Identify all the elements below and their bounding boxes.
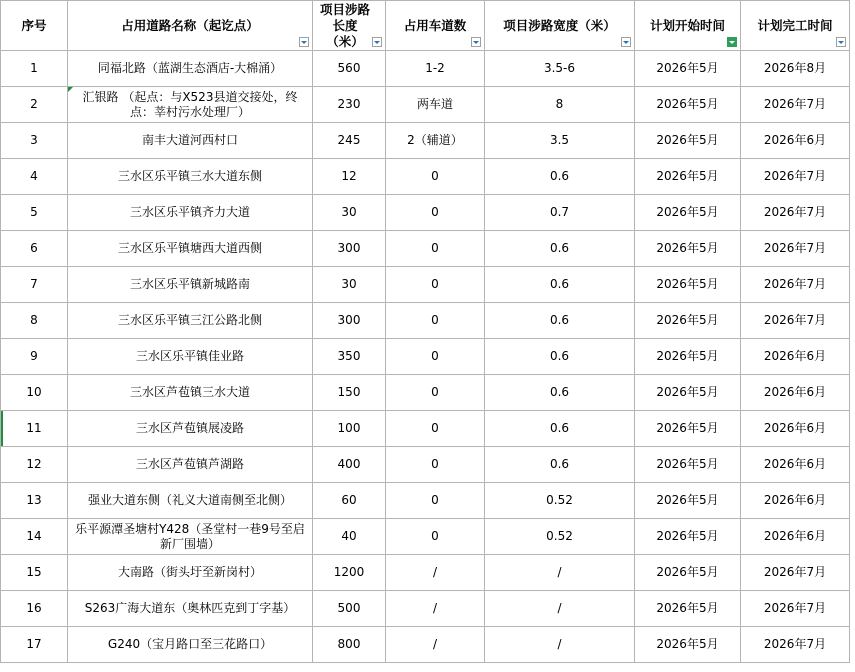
cell-text: 2（辅道） [407,133,463,147]
cell-text: 0 [431,241,439,255]
col-end-date-cell[interactable] [741,123,850,159]
cell-text: 230 [337,97,361,111]
cell-text: 5 [30,205,38,219]
cell-text: 0 [431,277,439,291]
col-index-cell[interactable] [1,303,68,339]
cell-text: 2026年6月 [763,421,827,435]
col-index-cell[interactable] [1,627,68,663]
col-end-date-cell[interactable] [741,231,850,267]
cell-text: 300 [337,241,361,255]
col-start-date-cell[interactable] [635,447,741,483]
cell-text: 2026年7月 [763,97,827,111]
cell-text: 2026年8月 [763,61,827,75]
col-road-name-cell[interactable] [68,159,313,195]
col-lanes-cell[interactable] [386,519,485,555]
cell-text: G240（宝月路口至三花路口） [107,637,273,651]
cell-text: 三水区乐平镇塘西大道西侧 [117,241,262,255]
col-lanes-cell[interactable] [386,231,485,267]
col-road-name-cell[interactable] [68,519,313,555]
col-length-cell[interactable] [313,483,386,519]
cell-text: 2026年7月 [763,169,827,183]
filter-dropdown-icon[interactable] [621,37,631,47]
cell-text: 2026年6月 [763,349,827,363]
col-length-cell[interactable] [313,231,386,267]
col-index-cell[interactable] [1,87,68,123]
table-row [1,411,850,447]
cell-text: 150 [337,385,361,399]
cell-text: 3.5 [549,133,570,147]
col-lanes-cell[interactable] [386,375,485,411]
cell-text: 2026年7月 [763,313,827,327]
col-end-date-cell[interactable] [741,159,850,195]
col-end-date-cell[interactable] [741,87,850,123]
col-road-name-cell[interactable] [68,375,313,411]
col-width-cell[interactable] [485,447,635,483]
cell-text: 0 [431,169,439,183]
cell-text: 40 [341,529,357,543]
col-end-date-cell[interactable] [741,591,850,627]
col-length-cell[interactable] [313,159,386,195]
col-width-cell[interactable] [485,303,635,339]
header-label: 计划完工时间 [757,17,833,33]
col-road-name-cell[interactable] [68,555,313,591]
cell-text: 0.52 [546,493,573,507]
cell-text: 2026年5月 [656,529,719,543]
cell-text: 2026年7月 [763,637,827,651]
col-road-name-cell[interactable] [68,339,313,375]
cell-text: 1200 [333,565,365,579]
filter-dropdown-icon[interactable] [372,37,382,47]
cell-text: 三水区乐平镇新城路南 [129,277,250,291]
col-start-date-cell[interactable] [635,303,741,339]
header-col-lanes[interactable] [386,1,485,51]
cell-text: 三水区芦苞镇芦湖路 [135,457,244,471]
header-row [1,1,850,51]
row-marker-icon [1,411,3,446]
col-width-cell[interactable] [485,519,635,555]
cell-text: 2026年5月 [656,493,719,507]
cell-text: 三水区芦苞镇三水大道 [129,385,250,399]
cell-text: 2026年7月 [763,601,827,615]
header-label: 序号 [21,17,47,33]
cell-text: 560 [337,61,361,75]
cell-text: / [557,601,562,615]
cell-text: 7 [30,277,38,291]
col-end-date-cell[interactable] [741,375,850,411]
cell-text: 16 [26,601,42,615]
cell-text: 2026年6月 [763,385,827,399]
col-road-name-cell[interactable] [68,87,313,123]
cell-text: 2026年6月 [763,133,827,147]
cell-text: 8 [30,313,38,327]
cell-text: 2026年5月 [656,61,719,75]
table-row [1,591,850,627]
col-start-date-cell[interactable] [635,411,741,447]
col-lanes-cell[interactable] [386,627,485,663]
cell-text: 60 [341,493,357,507]
col-lanes-cell[interactable] [386,483,485,519]
cell-text: 2026年5月 [656,313,719,327]
col-length-cell[interactable] [313,195,386,231]
cell-text: 2026年7月 [763,205,827,219]
cell-text: 0 [431,205,439,219]
col-lanes-cell[interactable] [386,267,485,303]
col-end-date-cell[interactable] [741,339,850,375]
cell-text: 400 [337,457,361,471]
col-road-name-cell[interactable] [68,447,313,483]
table-row [1,555,850,591]
cell-text: 4 [30,169,38,183]
cell-text: 0.6 [549,385,570,399]
col-road-name-cell[interactable] [68,483,313,519]
col-road-name-cell[interactable] [68,231,313,267]
col-start-date-cell[interactable] [635,231,741,267]
cell-text: 2026年5月 [656,133,719,147]
header-col-end-date[interactable] [741,1,850,51]
cell-text: 11 [26,421,42,435]
cell-text: 0 [431,529,439,543]
table-row [1,483,850,519]
cell-text: 14 [26,529,42,543]
cell-text: 9 [30,349,38,363]
table-row [1,87,850,123]
col-start-date-cell[interactable] [635,195,741,231]
table-row [1,51,850,87]
col-lanes-cell[interactable] [386,591,485,627]
col-end-date-cell[interactable] [741,303,850,339]
table-row [1,123,850,159]
cell-text: / [557,565,562,579]
cell-text: 2026年7月 [763,241,827,255]
col-width-cell[interactable] [485,339,635,375]
col-width-cell[interactable] [485,231,635,267]
cell-text: / [432,601,438,615]
col-lanes-cell[interactable] [386,303,485,339]
col-end-date-cell[interactable] [741,483,850,519]
cell-text: 17 [26,637,42,651]
cell-text: 2026年5月 [656,565,719,579]
cell-text: / [432,565,438,579]
cell-text: 1-2 [425,61,445,75]
cell-text: 10 [26,385,42,399]
col-index-cell[interactable] [1,267,68,303]
cell-text: 30 [341,277,357,291]
header-col-start-date[interactable] [635,1,741,51]
cell-text: 0.7 [549,205,570,219]
cell-text: 2026年5月 [656,169,719,183]
cell-text: 两车道 [416,97,453,111]
cell-text: 2026年5月 [656,241,719,255]
col-end-date-cell[interactable] [741,411,850,447]
cell-text: 0.6 [549,349,570,363]
cell-text: 15 [26,565,42,579]
header-label: 项目涉路长度（米） [319,1,370,49]
cell-text: 500 [337,601,361,615]
col-index-cell[interactable] [1,591,68,627]
cell-text: 245 [337,133,361,147]
cell-text: 2026年5月 [656,277,719,291]
table-row [1,195,850,231]
table-body [1,51,850,663]
cell-text: 2026年5月 [656,97,719,111]
col-length-cell[interactable] [313,411,386,447]
cell-text: 三水区乐平镇齐力大道 [129,205,250,219]
col-end-date-cell[interactable] [741,267,850,303]
col-lanes-cell[interactable] [386,51,485,87]
col-lanes-cell[interactable] [386,195,485,231]
col-lanes-cell[interactable] [386,159,485,195]
col-road-name-cell[interactable] [68,411,313,447]
col-lanes-cell[interactable] [386,555,485,591]
col-lanes-cell[interactable] [386,447,485,483]
header-label: 项目涉路宽度（米） [503,17,616,33]
cell-text: 2026年6月 [763,457,827,471]
cell-text: 2 [30,97,38,111]
cell-text: 800 [337,637,361,651]
col-road-name-cell[interactable] [68,123,313,159]
col-index-cell[interactable] [1,447,68,483]
col-length-cell[interactable] [313,519,386,555]
col-index-cell[interactable] [1,231,68,267]
cell-text: 0 [431,385,439,399]
cell-text: 2026年5月 [656,637,719,651]
table-row [1,339,850,375]
col-start-date-cell[interactable] [635,483,741,519]
cell-text: 1 [30,61,38,75]
col-end-date-cell[interactable] [741,519,850,555]
col-index-cell[interactable] [1,195,68,231]
col-start-date-cell[interactable] [635,339,741,375]
col-index-cell[interactable] [1,411,68,447]
cell-text: 0 [431,457,439,471]
col-length-cell[interactable] [313,555,386,591]
filter-dropdown-icon[interactable] [471,37,481,47]
filter-active-icon[interactable] [727,37,737,47]
cell-text: 2026年6月 [763,529,827,543]
col-index-cell[interactable] [1,519,68,555]
col-length-cell[interactable] [313,303,386,339]
cell-text: 三水区乐平镇三水大道东侧 [117,169,262,183]
cell-text: 12 [26,457,42,471]
col-length-cell[interactable] [313,591,386,627]
cell-text: 30 [341,205,357,219]
col-start-date-cell[interactable] [635,267,741,303]
col-width-cell[interactable] [485,411,635,447]
cell-text: 乐平源潭圣塘村Y428（圣堂村一巷9号至启新厂围墙） [75,521,305,551]
cell-text: 6 [30,241,38,255]
table-row [1,231,850,267]
col-width-cell[interactable] [485,87,635,123]
col-width-cell[interactable] [485,195,635,231]
col-length-cell[interactable] [313,267,386,303]
col-start-date-cell[interactable] [635,87,741,123]
col-lanes-cell[interactable] [386,123,485,159]
cell-text: 0.6 [549,169,570,183]
cell-text: / [557,637,562,651]
col-length-cell[interactable] [313,447,386,483]
cell-text: 2026年5月 [656,385,719,399]
cell-text: 2026年5月 [656,601,719,615]
col-road-name-cell[interactable] [68,51,313,87]
cell-text: 同福北路（蓝湖生态酒店-大棉涌） [97,61,283,75]
cell-text: 汇银路 （起点：与X523县道交接处，终点：莘村污水处理厂） [82,89,298,119]
cell-text: 0 [431,349,439,363]
table-row [1,267,850,303]
cell-text: 三水区乐平镇佳业路 [135,349,244,363]
col-start-date-cell[interactable] [635,159,741,195]
col-length-cell[interactable] [313,339,386,375]
col-index-cell[interactable] [1,483,68,519]
cell-text: 3.5-6 [543,61,576,75]
cell-text: 2026年7月 [763,277,827,291]
col-lanes-cell[interactable] [386,87,485,123]
col-length-cell[interactable] [313,627,386,663]
col-width-cell[interactable] [485,267,635,303]
col-width-cell[interactable] [485,483,635,519]
cell-text: 8 [555,97,564,111]
cell-text: 12 [341,169,357,183]
cell-text: 2026年5月 [656,349,719,363]
col-start-date-cell[interactable] [635,555,741,591]
col-road-name-cell[interactable] [68,267,313,303]
table-row [1,519,850,555]
cell-text: 2026年5月 [656,205,719,219]
cell-text: 0.6 [549,241,570,255]
col-end-date-cell[interactable] [741,447,850,483]
col-start-date-cell[interactable] [635,123,741,159]
cell-text: S263广海大道东（奥林匹克到丁字基） [84,601,296,615]
table-row [1,159,850,195]
cell-text: 南丰大道河西村口 [141,133,238,147]
col-index-cell[interactable] [1,339,68,375]
cell-text: 0.6 [549,457,570,471]
table-row [1,303,850,339]
cell-text: 0.6 [549,277,570,291]
col-width-cell[interactable] [485,159,635,195]
col-width-cell[interactable] [485,375,635,411]
filter-dropdown-icon[interactable] [299,37,309,47]
header-label: 计划开始时间 [649,17,725,33]
col-length-cell[interactable] [313,51,386,87]
cell-text: 13 [26,493,42,507]
col-index-cell[interactable] [1,123,68,159]
col-road-name-cell[interactable] [68,591,313,627]
col-road-name-cell[interactable] [68,195,313,231]
cell-text: 三水区芦苞镇展凌路 [135,421,244,435]
col-width-cell[interactable] [485,123,635,159]
col-index-cell[interactable] [1,159,68,195]
cell-text: 100 [337,421,361,435]
cell-text: 2026年5月 [656,457,719,471]
cell-text: 0.6 [549,313,570,327]
col-length-cell[interactable] [313,87,386,123]
col-start-date-cell[interactable] [635,591,741,627]
cell-text: 3 [30,133,38,147]
cell-text: 强业大道东侧（礼义大道南侧至北侧） [87,493,292,507]
header-col-road-name[interactable] [68,1,313,51]
col-lanes-cell[interactable] [386,411,485,447]
col-end-date-cell[interactable] [741,627,850,663]
header-label: 占用车道数 [403,17,467,33]
filter-dropdown-icon[interactable] [836,37,846,47]
cell-text: 大南路（街头圩至新岗村） [117,565,262,579]
cell-text: 300 [337,313,361,327]
col-lanes-cell[interactable] [386,339,485,375]
col-end-date-cell[interactable] [741,195,850,231]
table-row [1,375,850,411]
cell-text: 0 [431,421,439,435]
col-width-cell[interactable] [485,591,635,627]
col-end-date-cell[interactable] [741,51,850,87]
cell-text: 三水区乐平镇三江公路北侧 [117,313,262,327]
col-start-date-cell[interactable] [635,519,741,555]
cell-comment-marker-icon [68,87,73,92]
header-col-length[interactable] [313,1,386,51]
col-end-date-cell[interactable] [741,555,850,591]
col-start-date-cell[interactable] [635,375,741,411]
col-road-name-cell[interactable] [68,303,313,339]
header-label: 占用道路名称（起讫点） [121,17,259,33]
col-width-cell[interactable] [485,555,635,591]
cell-text: 0.52 [546,529,573,543]
header-col-index[interactable] [1,1,68,51]
col-start-date-cell[interactable] [635,627,741,663]
cell-text: / [432,637,438,651]
col-width-cell[interactable] [485,627,635,663]
col-index-cell[interactable] [1,51,68,87]
cell-text: 350 [337,349,361,363]
table-row [1,447,850,483]
col-index-cell[interactable] [1,375,68,411]
col-start-date-cell[interactable] [635,51,741,87]
col-road-name-cell[interactable] [68,627,313,663]
cell-text: 0.6 [549,421,570,435]
col-index-cell[interactable] [1,555,68,591]
header-col-width[interactable] [485,1,635,51]
cell-text: 2026年5月 [656,421,719,435]
cell-text: 0 [431,493,439,507]
col-length-cell[interactable] [313,123,386,159]
table-row [1,627,850,663]
cell-text: 0 [431,313,439,327]
cell-text: 2026年7月 [763,565,827,579]
col-length-cell[interactable] [313,375,386,411]
col-width-cell[interactable] [485,51,635,87]
cell-text: 2026年6月 [763,493,827,507]
